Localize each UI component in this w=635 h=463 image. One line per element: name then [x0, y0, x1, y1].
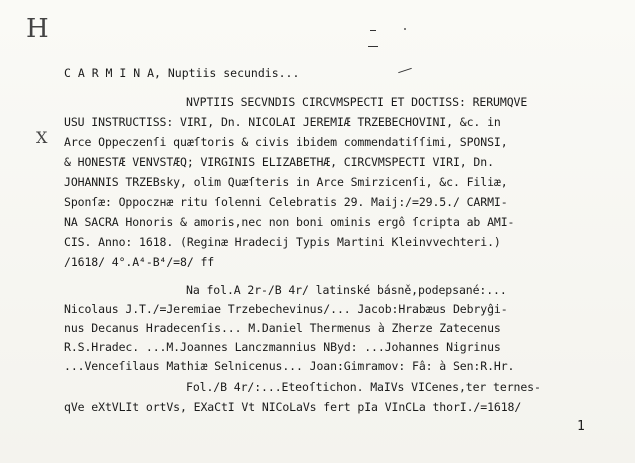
text-line-2: USU INSTRUCTISS: VIRI, Dn. NICOLAI JEREMIÆ TRZEBECHOVINI, &c. in — [64, 115, 501, 129]
note-line-4: R.S.Hradec. ...M.Joannes Lanczmannius NByd: ...Johannes Nigrinus — [64, 340, 501, 354]
note-line-2: Nicolaus J.T./=Jeremiae Trzebechevinus/... Jacob:Hrabæus Debryĝi- — [64, 302, 508, 316]
text-line-7: NA SACRA Honoris & amoris,nec non boni ominis ergô ſcripta ab AMI- — [64, 215, 515, 229]
page-number: 1 — [577, 419, 585, 434]
margin-mark: X — [36, 128, 48, 147]
top-mark-1 — [368, 46, 378, 47]
card-heading: C A R M I N A, Nuptiis secundis... — [64, 66, 300, 80]
note-line-1: Na fol.A 2r-/B 4r/ latinské básně,podepsané:... — [186, 283, 507, 297]
text-line-4: & HONESTÆ VENVSTÆQ; VIRGINIS ELIZABETHÆ, CIRCVMSPECTI VIRI, Dn. — [64, 155, 494, 169]
note-line-3: nus Decanus Hradecenſis... M.Daniel Thermenus à Zherze Zatecenus — [64, 321, 501, 335]
note-line-6: Fol./B 4r/:...Eteoſtichon. MaIVs VICenes,ter ternes- — [186, 380, 541, 394]
handwritten-letter: H — [26, 14, 49, 44]
note-line-5: ...Venceſilaus Mathiæ Selnicenus... Joan:Gimramov: Fâ: à Sen:R.Hr. — [64, 359, 515, 373]
top-mark-2 — [370, 30, 376, 31]
note-line-7: qVe eXtVLIt ortVs, EXaCtI Vt NICoLaVs fert pIa VInCLa thorI./=1618/ — [64, 400, 522, 414]
text-line-5: JOHANNIS TRZEBsky, olim Quæſteris in Arce Smirzicenſi, &c. Filiæ, — [64, 175, 508, 189]
text-line-9: /1618/ 4°.A⁴-B⁴/=8/ ff — [64, 255, 215, 269]
text-line-8: CIS. Anno: 1618. (Reginæ Hradecij Typis Martini Kleinvvechteri.) — [64, 235, 501, 249]
text-line-1: NVPTIIS SECVNDIS CIRCVMSPECTI ET DOCTISS: RERUMQVE — [186, 95, 528, 109]
text-line-3: Arce Oppeczenſi quæſtoris & civis ibidem commendatiſſimi, SPONSI, — [64, 135, 508, 149]
text-line-6: Sponſæ: Oppoczнæ ritu ſolenni Celebratis 29. Maij:/=29.5./ CARMI- — [64, 195, 508, 209]
top-dot — [404, 28, 406, 30]
scribble-mark — [398, 68, 412, 73]
